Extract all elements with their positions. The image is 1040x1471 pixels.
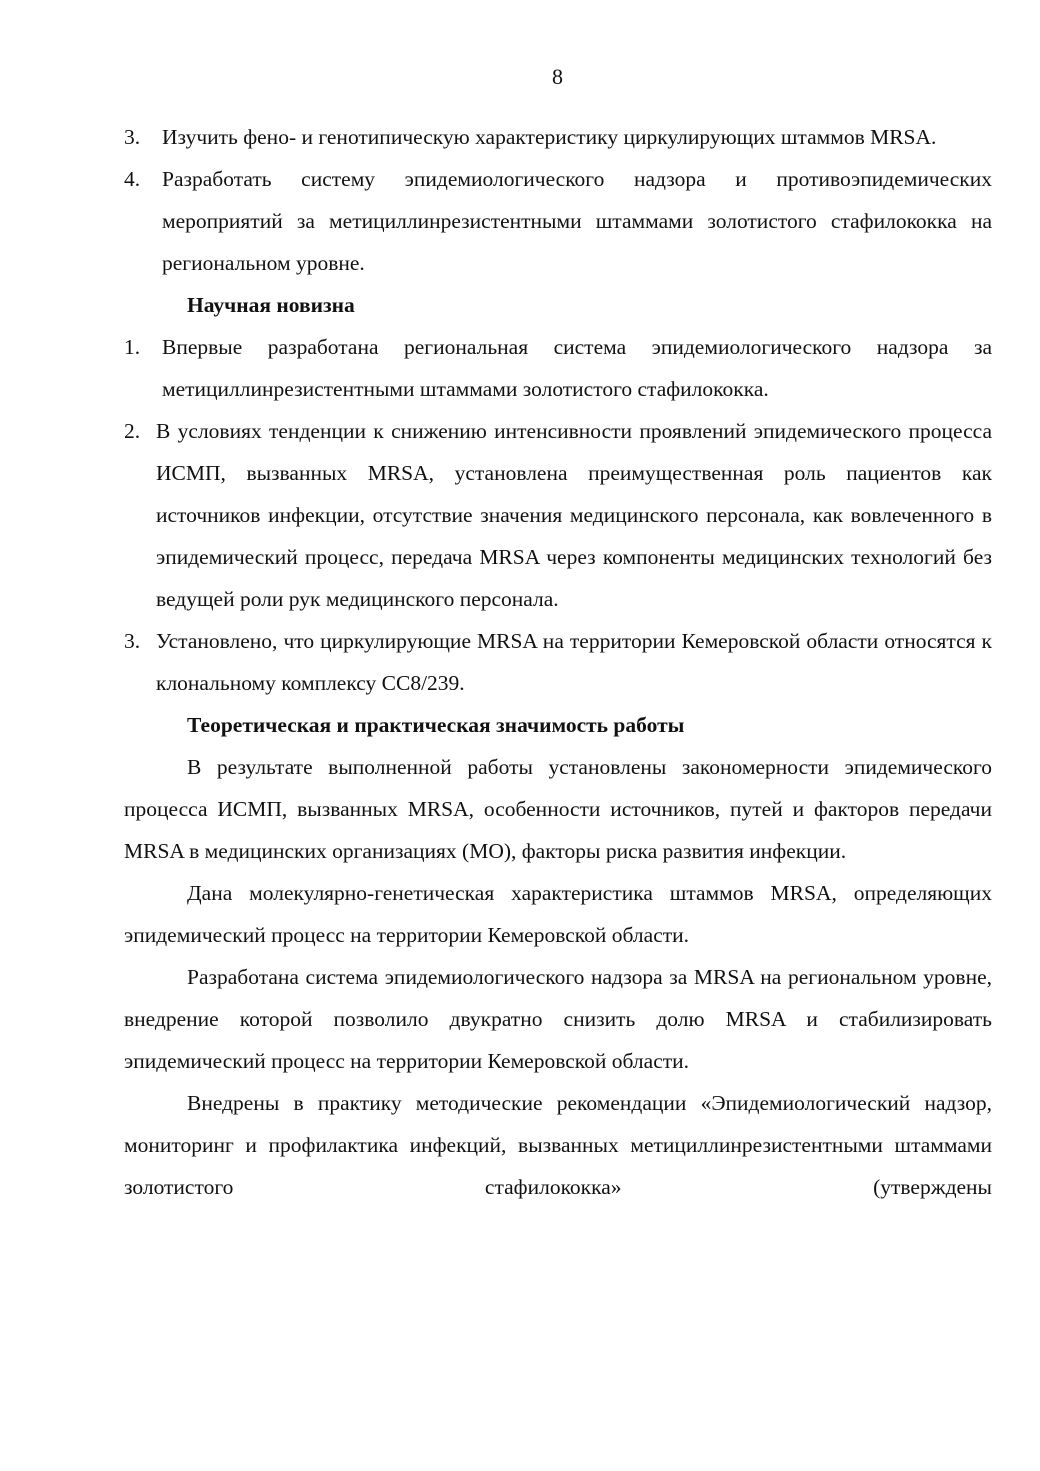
significance-paragraph-4: Внедрены в практику методические рекомендации «Эпидемиологический надзор, мониторинг и профилактика инфекций, вызванных метициллинрезистентными штаммами золотистого стафилококка» (утверждены	[124, 1091, 992, 1199]
significance-paragraph-2: Дана молекулярно-генетическая характеристика штаммов MRSA, определяющих эпидемический процесс на территории Кемеровской области.	[124, 881, 992, 947]
goal-item-number: 3.	[124, 125, 141, 149]
novelty-item-3	[124, 620, 992, 704]
page-number: 8	[552, 64, 563, 89]
novelty-item-text: Впервые разработана региональная система эпидемиологического надзора за метициллинрезистентными штаммами золотистого стафилококка.	[162, 335, 992, 401]
goal-item-text: Разработать систему эпидемиологического надзора и противоэпидемических мероприятий за метициллинрезистентными штаммами золотистого стафилококка на региональном уровне.	[162, 167, 992, 275]
novelty-item-number: 2.	[124, 419, 141, 443]
significance-heading: Теоретическая и практическая значимость работы	[187, 713, 685, 737]
page-content	[124, 116, 992, 1208]
significance-paragraph-1: В результате выполненной работы установлены закономерности эпидемического процесса ИСМП, вызванных MRSA, особенности источников, путей и факторов передачи MRSA в медицинских организациях (МО), факторы риска развития инфекции.	[124, 755, 992, 863]
novelty-item-text: В условиях тенденции к снижению интенсивности проявлений эпидемического процесса ИСМП, вызванных MRSA, установлена преимущественная роль пациентов как источников инфекции, отсутствие значения медицинского персонала, как вовлеченного в эпидемический процесс, передача MRSA через компоненты медицинских технологий без ведущей роли рук медицинского персонала.	[156, 419, 992, 611]
goal-item-4	[124, 158, 992, 284]
significance-paragraph-3: Разработана система эпидемиологического надзора за MRSA на региональном уровне, внедрение которой позволило двукратно снизить долю MRSA и стабилизировать эпидемический процесс на территории Кемеровской области.	[124, 965, 992, 1073]
novelty-item-number: 1.	[124, 335, 141, 359]
goal-item-3	[124, 116, 992, 158]
goal-item-number: 4.	[124, 167, 141, 191]
goal-item-text: Изучить фено- и генотипическую характеристику циркулирующих штаммов MRSA.	[162, 125, 937, 149]
novelty-item-2	[124, 410, 992, 620]
novelty-item-number: 3.	[124, 629, 141, 653]
novelty-item-text: Установлено, что циркулирующие MRSA на территории Кемеровской области относятся к клональному комплексу CC8/239.	[156, 629, 992, 695]
novelty-item-1	[124, 326, 992, 410]
novelty-heading: Научная новизна	[187, 293, 355, 317]
